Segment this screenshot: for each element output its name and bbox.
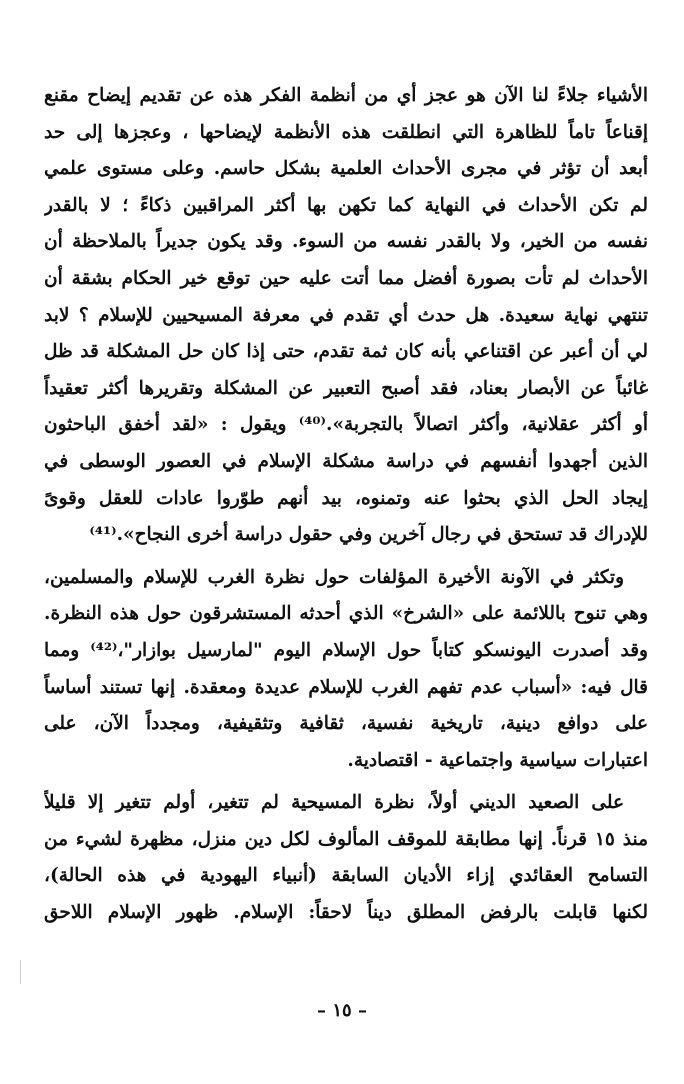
text-line: على الصعيد الديني أولاً، نظرة المسيحية لم تتغير، أولم تتغير إلا قليلاً (44, 792, 624, 814)
paragraph-1 (44, 78, 648, 554)
page-number: – ١٥ – (317, 1000, 367, 1021)
text-line: اعتبارات سياسية واجتماعية - اقتصادية. (347, 749, 648, 771)
text-line: وتكثر في الآونة الأخيرة المؤلفات حول نظرة الغرب للإسلام والمسلمين، (44, 566, 624, 588)
text-line: لم تكن الأحداث في النهاية كما تكهن بها أكثر المراقبين ذكاءً ؛ لا بالقدر (44, 194, 648, 216)
text-line: قال فيه: «أسباب عدم تفهم الغرب للإسلام عديدة ومعقدة. إنها تستند أساساً (44, 676, 648, 698)
text-line: لي أن أعبر عن اقتناعي بأنه كان ثمة تقدم، حتى إذا كان حل المشكلة قد ظل (44, 341, 648, 363)
text-line: أبعد أن تؤثر في مجرى الأحداث العلمية بشكل حاسم. وعلى مستوى علمي (44, 158, 648, 180)
text-line: غائباً عن الأبصار بعناد، فقد أصبح التعبير عن المشكلة وتقريرها أكثر تعقيداً (44, 377, 648, 399)
margin-rule (20, 960, 21, 984)
text-line: تنتهي نهاية سعيدة. هل حدث أي تقدم في معرفة المسيحيين للإسلام ؟ لابد (44, 304, 648, 326)
text-line: نفسه من الخير، ولا بالقدر نفسه من السوء. وقد يكون جديراً بالملاحظة أن (44, 231, 648, 253)
text-line: الذين أجهدوا أنفسهم في دراسة مشكلة الإسلام في العصور الوسطى في (44, 450, 648, 472)
page-body (44, 78, 648, 932)
text-line: التسامح العقائدي إزاء الأديان السابقة (أنبياء اليهودية في هذه الحالة)، (44, 865, 648, 887)
text-line: لكنها قابلت بالرفض المطلق ديناً لاحقاً: الإسلام. ظهور الإسلام اللاحق (44, 902, 648, 924)
text-line: أو أكثر عقلانية، وأكثر اتصالاً بالتجربة».⁽⁴⁰⁾ ويقول : «لقد أخفق الباحثون (44, 414, 648, 436)
text-line: وهي تنوح باللائمة على «الشرخ» الذي أحدثه المستشرقون حول هذه النظرة. (44, 603, 648, 625)
text-line: الأحداث لم تأت بصورة أفضل مما أتت عليه حين توقع خير الحكام بشقة أن (44, 267, 648, 289)
paragraph-3 (44, 785, 648, 931)
text-line: وقد أصدرت اليونسكو كتاباً حول الإسلام اليوم "لمارسيل بوازار"،⁽⁴²⁾ ومما (44, 639, 648, 661)
text-line: إقناعاً تاماً للظاهرة التي انطلقت هذه الأنظمة لإيضاحها ، وعجزها إلى حد (44, 121, 648, 143)
text-line: إيجاد الحل الذي بحثوا عنه وتمنوه، بيد أنهم طوّروا عادات للعقل وقوىً (44, 487, 648, 509)
paragraph-2 (44, 560, 648, 780)
text-line: على دوافع دينية، تاريخية نفسية، ثقافية وتثقيفية، ومجدداً الآن، على (44, 713, 648, 735)
text-line: الأشياء جلاءً لنا الآن هو عجز أي من أنظمة الفكر هذه عن تقديم إيضاح مقنع (44, 85, 648, 106)
text-line: للإدراك قد تستحق في رجال آخرين وفي حقول دراسة أخرى النجاح».⁽⁴¹⁾ (89, 524, 648, 546)
text-line: منذ ١٥ قرناً. إنها مطابقة للموقف المألوف لكل دين منزل، مظهرة لشيء من (44, 828, 648, 850)
